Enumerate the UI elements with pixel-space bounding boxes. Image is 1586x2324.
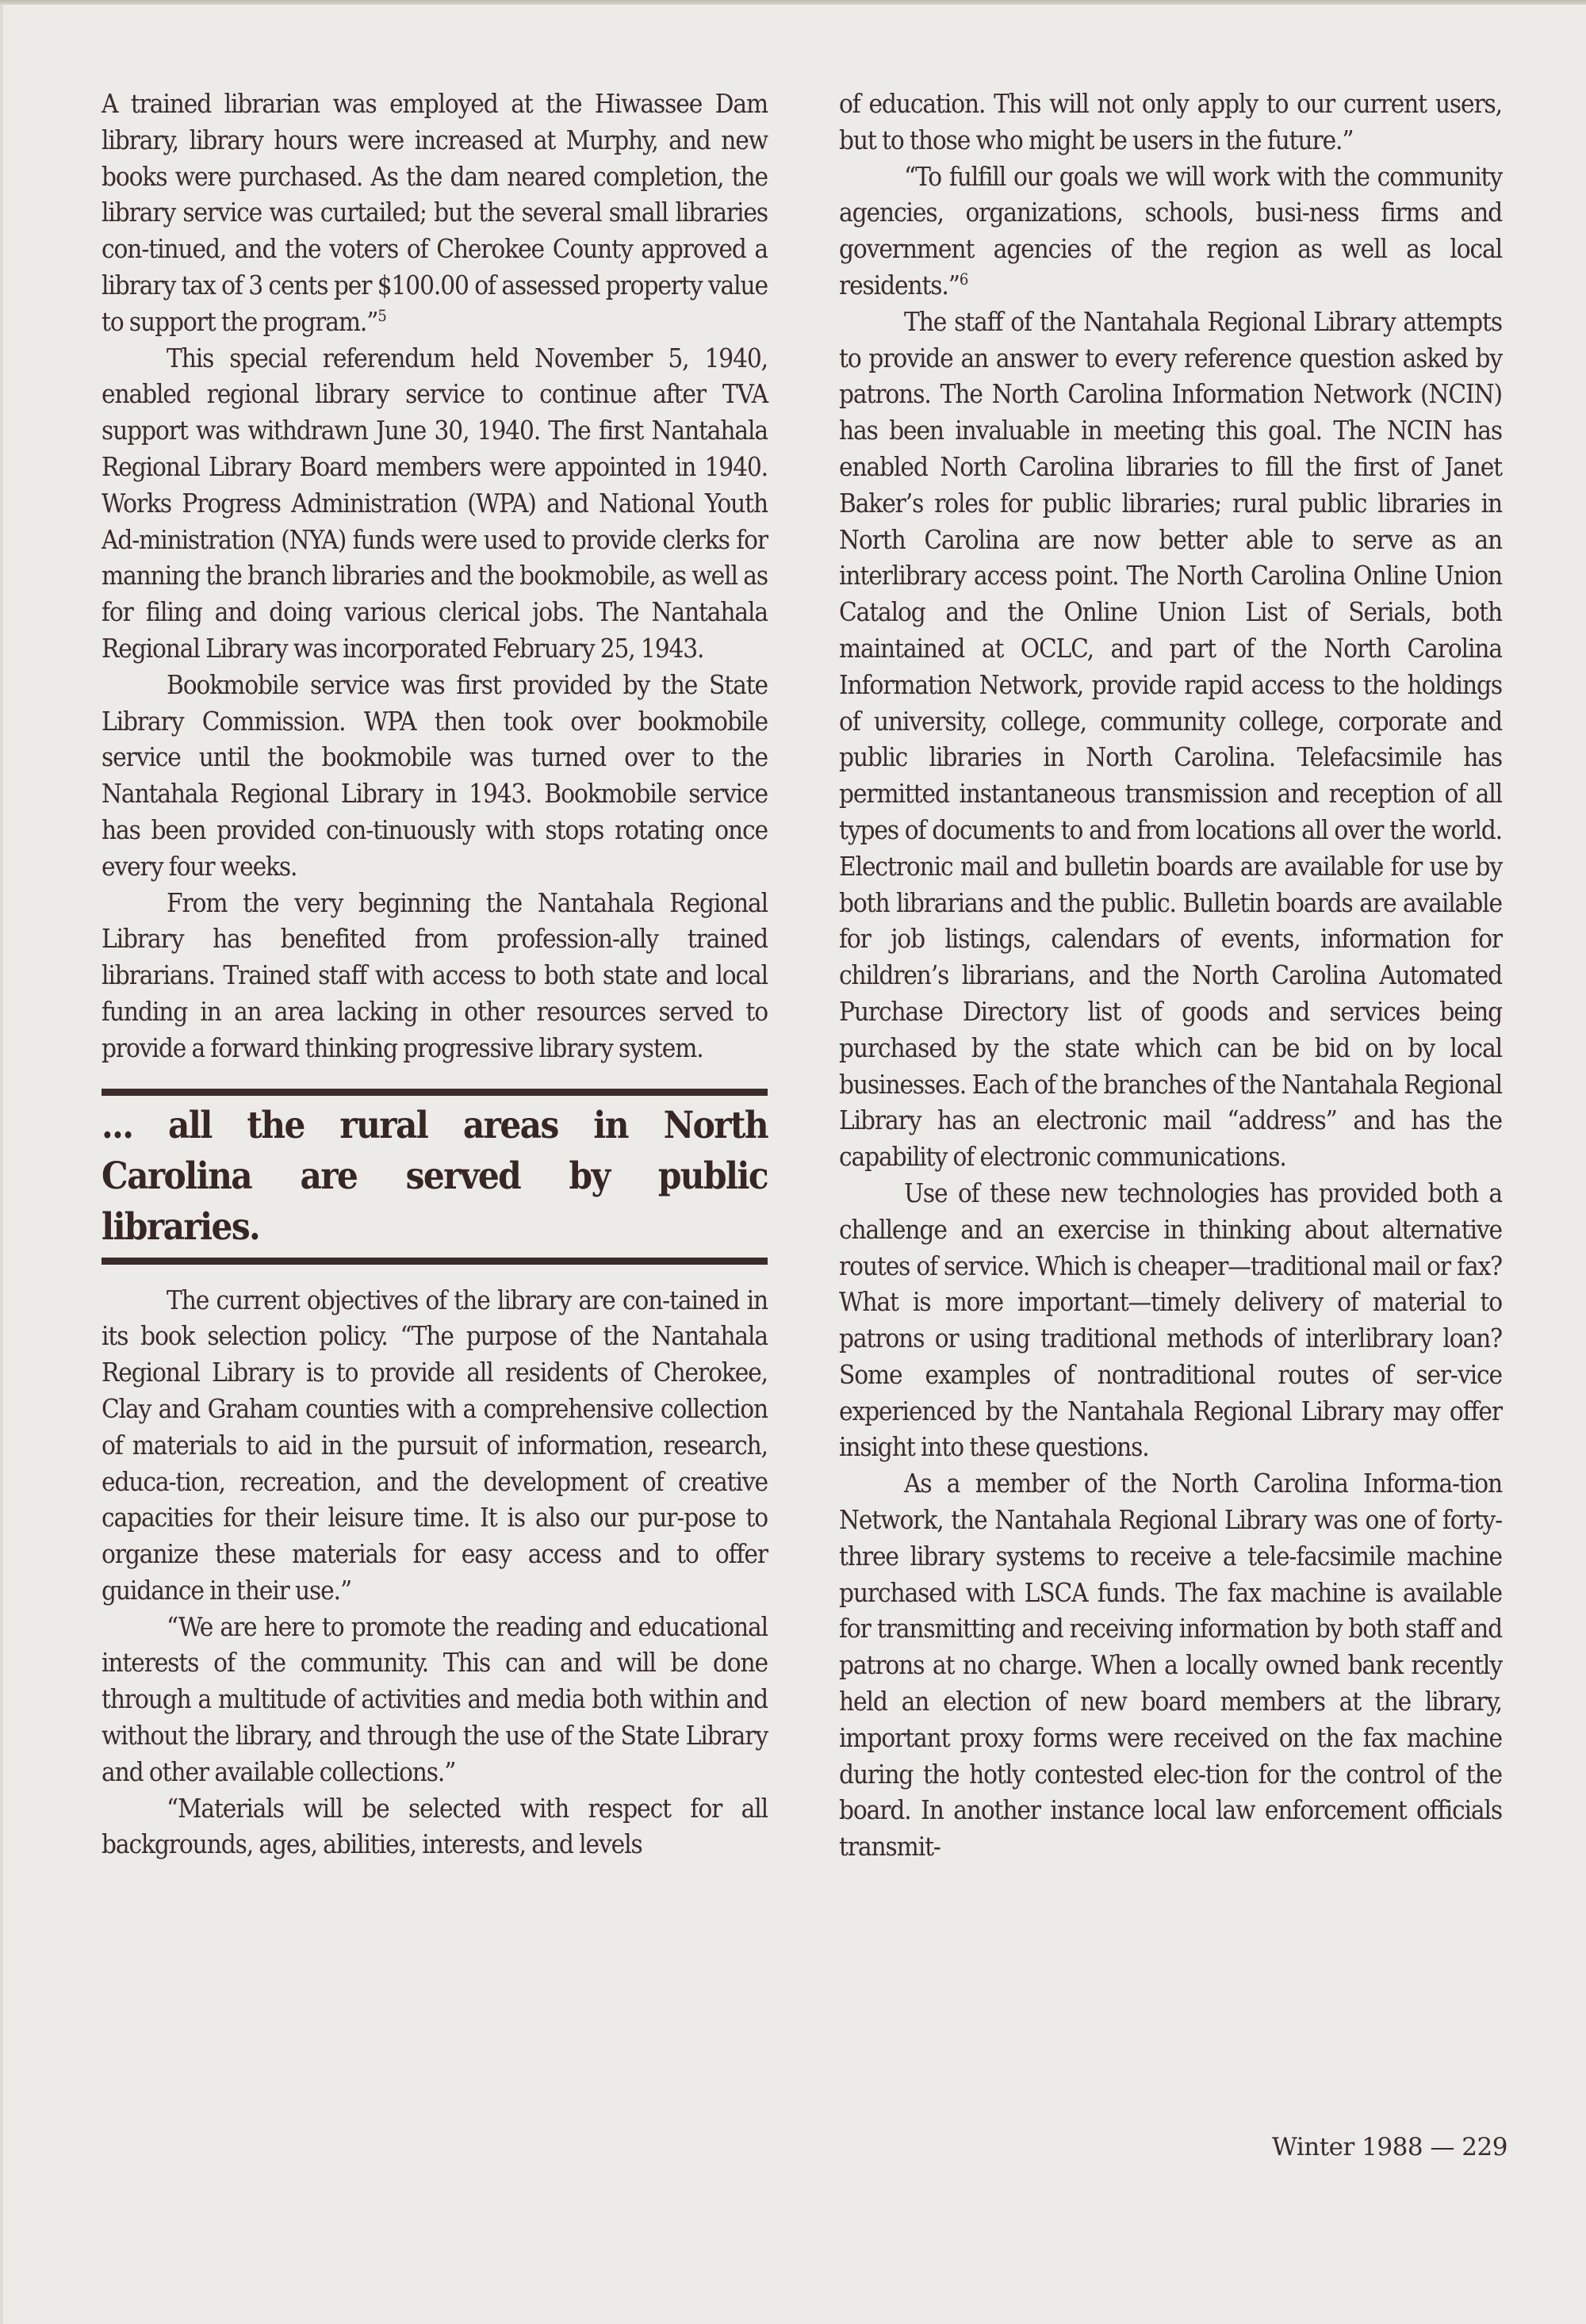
page-footer [1272,2133,1507,2161]
paragraph-text: A trained librarian was employed at the Hiwassee Dam library, library hours were increased at Murphy, and new books were purchased. As the dam neared completion, the library service was curtailed; but the several small libraries con-tinued, and the voters of Cherokee County approved a library tax of 3 cents per $100.00 of assessed property value to support the program.” [102,88,768,337]
left-column [102,86,768,1863]
pull-quote-text: ... all the rural areas in North Carolina are served by public libraries. [102,1103,768,1249]
paragraph: “Materials will be selected with respect for all backgrounds, ages, abilities, interests, and levels [102,1792,768,1860]
paragraph: As a member of the North Carolina Informa-tion Network, the Nantahala Regional Library was one of forty-three library systems to receive a tele-facsimile machine purchased with LSCA funds. The fax machine is available for transmitting and receiving information by both staff and patrons at no charge. When a locally owned bank recently held an election of new board members at the library, important proxy forms were received on the fax machine during the hotly contested elec-tion for the control of the board. In another instance local law enforcement officials transmit- [839,1468,1502,1863]
page-left-edge [0,5,3,2324]
paragraph: Bookmobile service was first provided by the State Library Commission. WPA then took over bookmobile service until the bookmobile was turned over to the Nantahala Regional Library in 1943. Bookmobile service has been provided con-tinuously with stops rotating once every four weeks. [102,668,768,882]
paragraph: of education. This will not only apply to our current users, but to those who might be users in the future.” [839,88,1502,155]
footnote-marker: 5 [377,305,386,325]
footer-separator: — [1430,2133,1454,2161]
right-column [839,86,1502,1865]
footnote-marker: 6 [959,269,968,289]
footer-issue: Winter 1988 [1272,2133,1423,2161]
paragraph [102,86,768,340]
paragraph: From the very beginning the Nantahala Regional Library has benefited from profession-ally trained librarians. Trained staff with access to both state and local funding in an area lacking in other resources served to provide a forward thinking progressive library system. [102,886,768,1063]
paragraph: This special referendum held November 5, 1940, enabled regional library service to continue after TVA support was withdrawn June 30, 1940. The first Nantahala Regional Library Board members were appointed in 1940. Works Progress Administration (WPA) and National Youth Ad-ministration (NYA) funds were used to provide clerks for manning the branch libraries and the bookmobile, as well as for filing and doing various clerical jobs. The Nantahala Regional Library was incorporated February 25, 1943. [102,342,768,664]
paragraph [839,159,1502,304]
paragraph: Use of these new technologies has provided both a challenge and an exercise in thinking about alternative routes of service. Which is cheaper—traditional mail or fax? What is more important—timely delivery of material to patrons or using traditional methods of interlibrary loan? Some examples of nontraditional routes of ser-vice experienced by the Nantahala Regional Library may offer insight into these questions. [839,1177,1502,1463]
paragraph: “We are here to promote the reading and educational interests of the community. This can and will be done through a multitude of activities and media both within and without the library, and through the use of the State Library and other available collections.” [102,1610,768,1787]
page-top-edge [0,0,1586,5]
paragraph: The staff of the Nantahala Regional Library attempts to provide an answer to every reference question asked by patrons. The North Carolina Information Network (NCIN) has been invaluable in meeting this goal. The NCIN has enabled North Carolina libraries to fill the first of Janet Baker’s roles for public libraries; rural public libraries in North Carolina are now better able to serve as an interlibrary access point. The North Carolina Online Union Catalog and the Online Union List of Serials, both maintained at OCLC, and part of the North Carolina Information Network, provide rapid access to the holdings of university, college, community college, corporate and public libraries in North Carolina. Telefacsimile has permitted instantaneous transmission and reception of all types of documents to and from locations all over the world. Electronic mail and bulletin boards are available for use by both librarians and the public. Bulletin boards are available for job listings, calendars of events, information for children’s librarians, and the North Carolina Automated Purchase Directory list of goods and services being purchased by the state which can be bid on by local businesses. Each of the branches of the Nantahala Regional Library has an electronic mail “address” and has the capability of electronic communications. [839,305,1502,1173]
paragraph-text: “To fulfill our goals we will work with the community agencies, organizations, schools, busi-ness firms and government agencies of the region as well as local residents.” [839,160,1502,301]
paragraph: The current objectives of the library are con-tained in its book selection policy. “The purpose of the Nantahala Regional Library is to provide all residents of Cherokee, Clay and Graham counties with a comprehensive collection of materials to aid in the pursuit of information, research, educa-tion, recreation, and the development of creative capacities for their leisure time. It is also our pur-pose to organize these materials for easy access and to offer guidance in their use.” [102,1284,768,1606]
pull-quote [102,1089,768,1265]
page-number: 229 [1461,2133,1507,2161]
